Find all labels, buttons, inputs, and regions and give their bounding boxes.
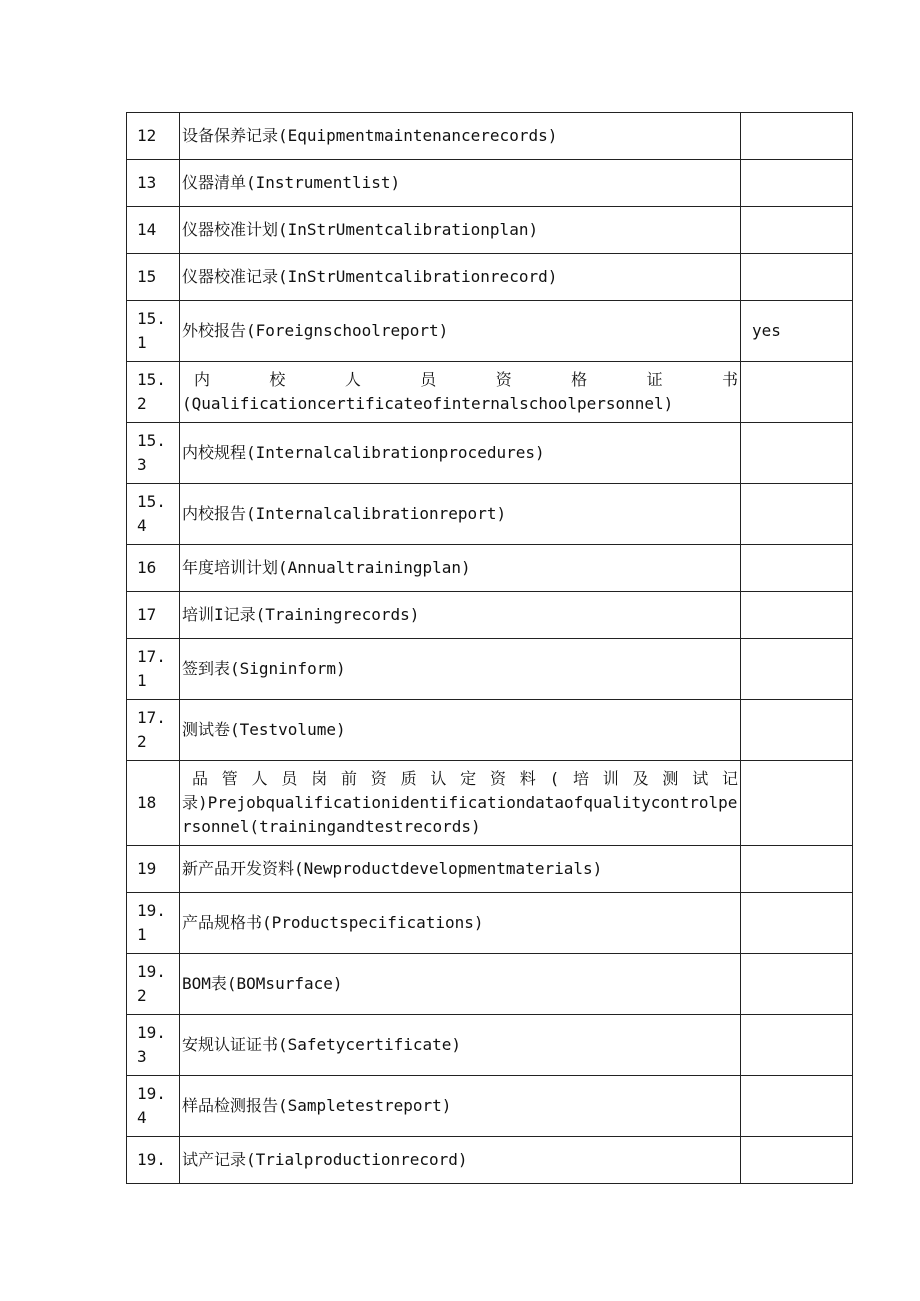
row-mark (741, 1137, 853, 1184)
row-mark (741, 954, 853, 1015)
row-number: 19 (127, 846, 180, 893)
row-number: 19. 3 (127, 1015, 180, 1076)
table-row (127, 1015, 853, 1076)
row-item (180, 362, 741, 423)
row-item-line: 品管人员岗前资质认定资料(培训及测试记 (192, 769, 738, 788)
table-row (127, 301, 853, 362)
row-number: 12 (127, 113, 180, 160)
row-item: BOM表(BOMsurface) (180, 954, 741, 1015)
row-mark (741, 846, 853, 893)
table-row (127, 592, 853, 639)
row-item: 签到表(Signinform) (180, 639, 741, 700)
row-item: 设备保养记录(Equipmentmaintenancerecords) (180, 113, 741, 160)
table-row (127, 1076, 853, 1137)
row-mark (741, 545, 853, 592)
row-number: 19. 2 (127, 954, 180, 1015)
row-number: 14 (127, 207, 180, 254)
row-item: 仪器校准计划(InStrUmentcalibrationplan) (180, 207, 741, 254)
row-mark (741, 160, 853, 207)
row-number: 15. 3 (127, 423, 180, 484)
table-row (127, 362, 853, 423)
row-number: 15. 4 (127, 484, 180, 545)
row-number: 18 (127, 761, 180, 846)
table-row (127, 639, 853, 700)
row-number: 17 (127, 592, 180, 639)
row-number: 19. (127, 1137, 180, 1184)
row-mark (741, 592, 853, 639)
row-number: 16 (127, 545, 180, 592)
row-mark (741, 113, 853, 160)
row-mark (741, 362, 853, 423)
row-item: 内校规程(Internalcalibrationprocedures) (180, 423, 741, 484)
row-mark (741, 484, 853, 545)
row-number: 15. 2 (127, 362, 180, 423)
row-mark (741, 1076, 853, 1137)
table-row (127, 484, 853, 545)
table-row (127, 423, 853, 484)
row-mark (741, 893, 853, 954)
table-row (127, 160, 853, 207)
row-item-line: 录)Prejobqualificationidentificationdataofqualitycontrolpersonnel(trainingandtestrecords) (182, 793, 738, 836)
row-item: 安规认证证书(Safetycertificate) (180, 1015, 741, 1076)
row-item: 新产品开发资料(Newproductdevelopmentmaterials) (180, 846, 741, 893)
row-number: 19. 1 (127, 893, 180, 954)
row-item: 试产记录(Trialproductionrecord) (180, 1137, 741, 1184)
table-row (127, 846, 853, 893)
row-item: 年度培训计划(Annualtrainingplan) (180, 545, 741, 592)
row-item: 仪器清单(Instrumentlist) (180, 160, 741, 207)
row-item-line: 内 校 人 员 资 格 证 书 (194, 370, 738, 389)
row-item: 内校报告(Internalcalibrationreport) (180, 484, 741, 545)
table-row (127, 207, 853, 254)
row-mark (741, 761, 853, 846)
table-row (127, 700, 853, 761)
row-item (180, 761, 741, 846)
row-number: 15 (127, 254, 180, 301)
row-mark-yes: yes (741, 301, 853, 362)
table-row (127, 761, 853, 846)
row-mark (741, 207, 853, 254)
row-item: 测试卷(Testvolume) (180, 700, 741, 761)
row-mark (741, 1015, 853, 1076)
row-mark (741, 254, 853, 301)
records-table (126, 112, 853, 1184)
row-item: 培训I记录(Trainingrecords) (180, 592, 741, 639)
table-row (127, 254, 853, 301)
row-mark (741, 423, 853, 484)
table-row (127, 954, 853, 1015)
row-mark (741, 639, 853, 700)
row-number: 19. 4 (127, 1076, 180, 1137)
row-number: 17. 1 (127, 639, 180, 700)
row-number: 17. 2 (127, 700, 180, 761)
row-mark (741, 700, 853, 761)
row-item: 样品检测报告(Sampletestreport) (180, 1076, 741, 1137)
table-row (127, 545, 853, 592)
row-item: 外校报告(Foreignschoolreport) (180, 301, 741, 362)
table-row (127, 893, 853, 954)
table-row (127, 113, 853, 160)
row-item: 产品规格书(Productspecifications) (180, 893, 741, 954)
table-row (127, 1137, 853, 1184)
row-number: 15. 1 (127, 301, 180, 362)
row-number: 13 (127, 160, 180, 207)
row-item-line: (Qualificationcertificateofinternalschoolpersonnel) (182, 394, 674, 413)
row-item: 仪器校准记录(InStrUmentcalibrationrecord) (180, 254, 741, 301)
